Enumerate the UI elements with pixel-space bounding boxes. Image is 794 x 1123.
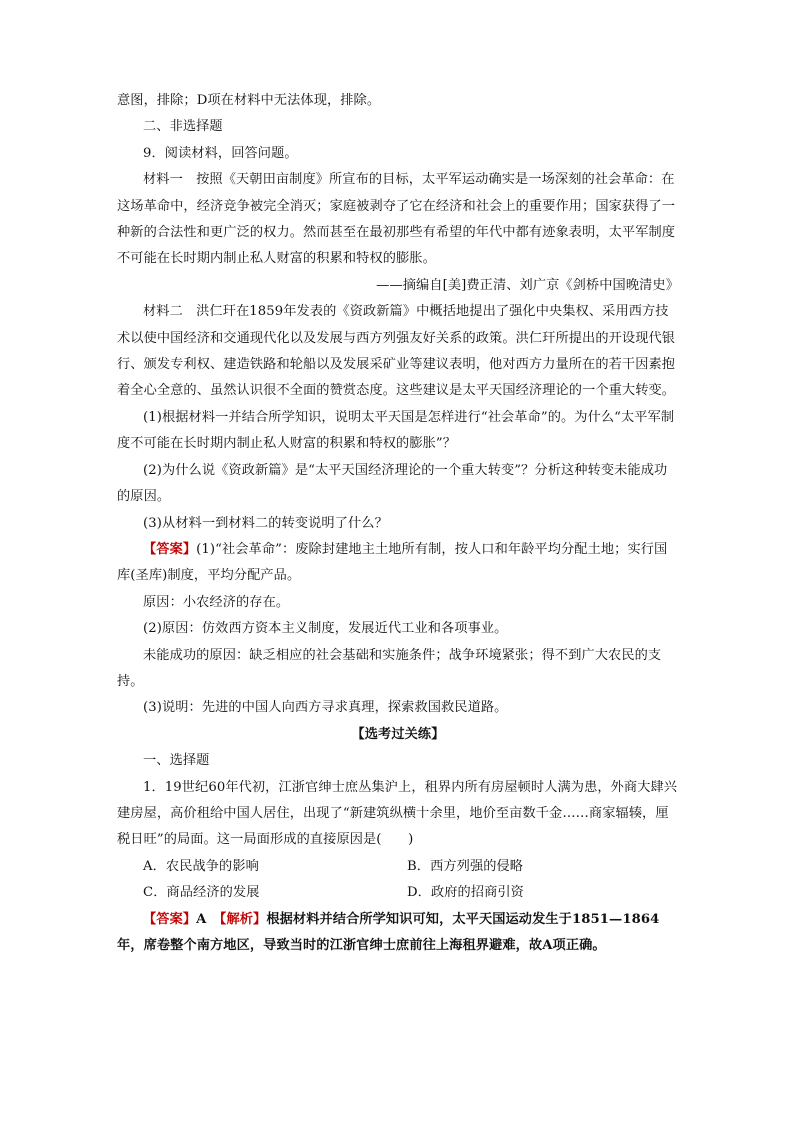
sub-question-3: (3)从材料一到材料二的转变说明了什么？ [143, 515, 388, 531]
options-row-2 [117, 880, 679, 906]
section-heading-choice: 一、选择题 [143, 753, 210, 769]
document-body [117, 88, 679, 959]
option-c: C．商品经济的发展 [143, 885, 260, 901]
mc-answer-explanation [117, 907, 679, 960]
answer-1-reason: 原因：小农经济的存在。 [143, 594, 290, 610]
option-d: D．政府的招商引资 [407, 885, 524, 901]
sub-question-1: (1)根据材料一并结合所学知识，说明太平天国是怎样进行“社会革命”的。为什么“太平军制度不可能在长时期内制止私人财富的积累和特权的膨胀”？ [117, 409, 675, 452]
prev-answer-tail: 意图，排除；D项在材料中无法体现，排除。 [117, 93, 381, 108]
answer-tag: 【答案】 [143, 541, 197, 557]
section-heading-nonchoice: 二、非选择题 [143, 119, 223, 135]
answer-3: (3)说明：先进的中国人向西方寻求真理，探索救国救民道路。 [143, 700, 508, 716]
final-answer-letter: A [196, 911, 220, 927]
answer-2: (2)原因：仿效西方资本主义制度，发展近代工业和各项事业。 [143, 621, 508, 637]
mc-question-1: 1．19世纪60年代初，江浙官绅士庶丛集沪上，租界内所有房屋顿时人满为患，外商大肆兴建房屋，高价租给中国人居住，出现了“新建筑纵横十余里，地价至亩数千金……商家辐辏，厘税日旺”的局面。这一局面形成的直接原因是( ) [117, 779, 678, 848]
options-row-1 [117, 854, 679, 880]
section-title-practice: 【选考过关练】 [351, 726, 445, 742]
answer-1-text: (1)“社会革命”：废除封建地主土地所有制，按人口和年龄平均分配土地；实行国库(圣库)制度，平均分配产品。 [117, 541, 668, 584]
question-9-stem: 9．阅读材料，回答问题。 [143, 145, 298, 161]
final-answer-tag: 【答案】 [143, 911, 197, 927]
explanation-tag: 【解析】 [219, 911, 267, 927]
option-b: B．西方列强的侵略 [407, 858, 524, 874]
sub-question-2: (2)为什么说《资政新篇》是“太平天国经济理论的一个重大转变”？分析这种转变未能成功的原因。 [117, 462, 668, 505]
option-a: A．农民战争的影响 [143, 858, 259, 874]
answer-1 [117, 537, 679, 590]
explanation-text: 根据材料并结合所学知识可知，太平天国运动发生于1851—1864年，席卷整个南方地区，导致当时的江浙官绅士庶前往上海租界避难，故A项正确。 [117, 911, 660, 953]
material-two: 材料二 洪仁玕在1859年发表的《资政新篇》中概括地提出了强化中央集权、采用西方技术以使中国经济和交通现代化以及发展与西方列强友好关系的政策。洪仁玕所提出的开设现代银行、颁发专利权、建造铁路和轮船以及发展采矿业等建议表明，他对西方力量所在的若干因素抱着全心全意的、虽然认识很不全面的赞赏态度。这些建议是太平天国经济理论的一个重大转变。 [117, 304, 676, 399]
material-one-source: ——摘编自[美]费正清、刘广京《剑桥中国晚清史》 [376, 277, 679, 293]
answer-2-failure-reason: 未能成功的原因：缺乏相应的社会基础和实施条件；战争环境紧张；得不到广大农民的支持。 [117, 647, 662, 689]
material-one: 材料一 按照《天朝田亩制度》所宣布的目标，太平军运动确实是一场深刻的社会革命：在这场革命中，经济竞争被完全消灭；家庭被剥夺了它在经济和社会上的重要作用；国家获得了一种新的合法性和更广泛的权力。然而甚至在最初那些有希望的年代中都有迹象表明，太平军制度不可能在长时期内制止私人财富的积累和特权的膨胀。 [117, 172, 676, 267]
